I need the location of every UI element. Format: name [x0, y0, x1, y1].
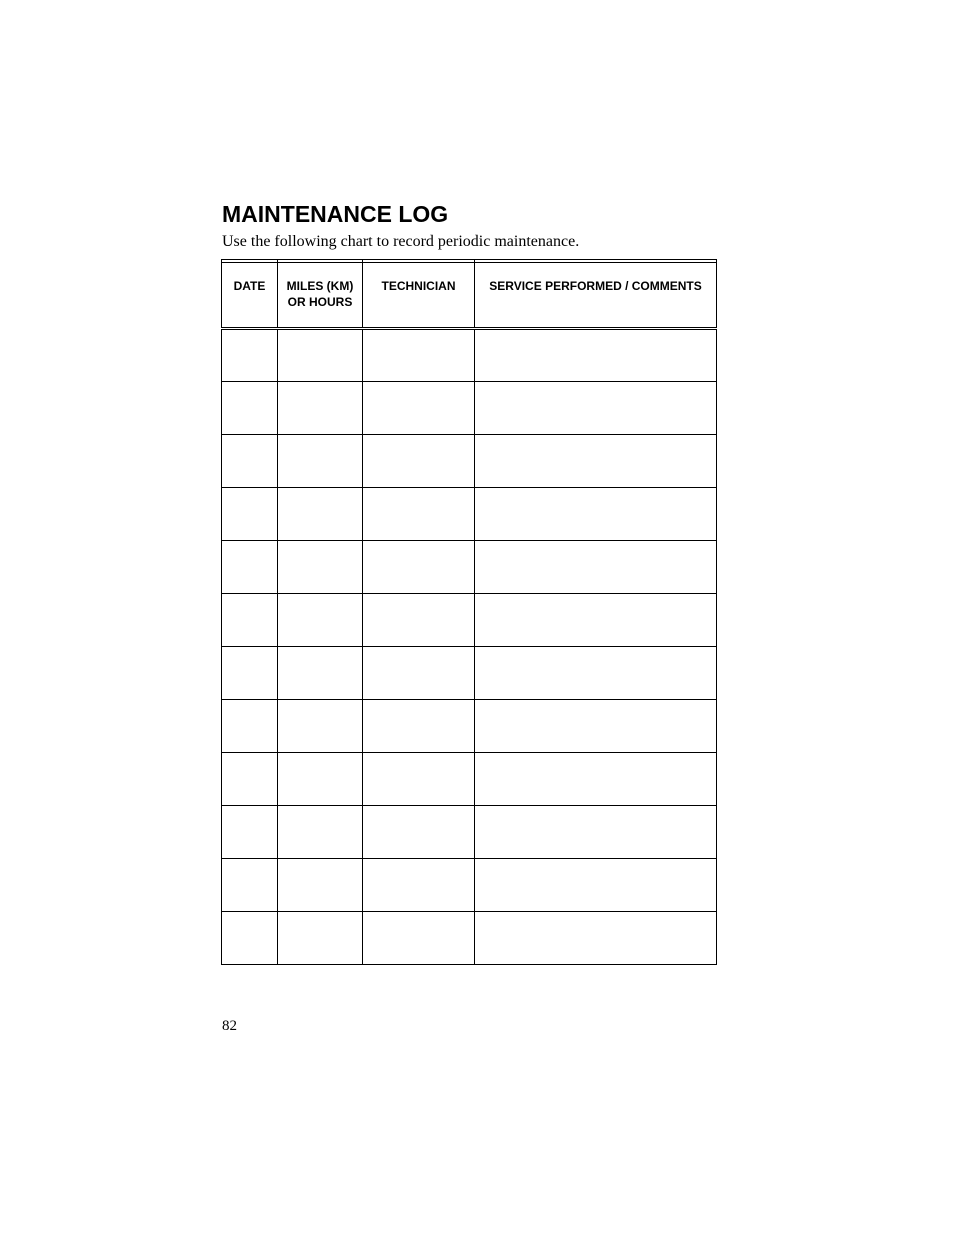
cell-technician	[363, 382, 475, 435]
cell-service	[475, 382, 717, 435]
header-miles-line1: MILES (KM)	[286, 279, 354, 293]
cell-date	[222, 753, 278, 806]
cell-miles	[278, 912, 363, 965]
cell-miles	[278, 753, 363, 806]
cell-miles	[278, 859, 363, 912]
cell-miles	[278, 329, 363, 382]
header-service-label: SERVICE PERFORMED / COMMENTS	[489, 279, 702, 293]
cell-service	[475, 700, 717, 753]
page-number: 82	[222, 1018, 237, 1034]
table-row	[222, 435, 717, 488]
cell-technician	[363, 912, 475, 965]
page-title: MAINTENANCE LOG	[222, 201, 449, 227]
cell-miles	[278, 488, 363, 541]
cell-technician	[363, 647, 475, 700]
cell-date	[222, 700, 278, 753]
header-date-label: DATE	[233, 279, 266, 293]
cell-service	[475, 753, 717, 806]
cell-miles	[278, 382, 363, 435]
cell-service	[475, 912, 717, 965]
cell-miles	[278, 647, 363, 700]
cell-technician	[363, 329, 475, 382]
cell-technician	[363, 541, 475, 594]
header-service	[475, 260, 717, 329]
cell-miles	[278, 700, 363, 753]
table-row	[222, 594, 717, 647]
cell-service	[475, 859, 717, 912]
table-row	[222, 382, 717, 435]
cell-date	[222, 541, 278, 594]
table-row	[222, 541, 717, 594]
table-row	[222, 912, 717, 965]
maintenance-log-table	[221, 259, 717, 965]
cell-service	[475, 541, 717, 594]
cell-service	[475, 647, 717, 700]
cell-technician	[363, 488, 475, 541]
cell-date	[222, 329, 278, 382]
cell-technician	[363, 700, 475, 753]
table-header-row	[222, 260, 717, 329]
cell-date	[222, 435, 278, 488]
cell-service	[475, 435, 717, 488]
intro-text: Use the following chart to record periodic maintenance.	[222, 233, 580, 250]
cell-date	[222, 594, 278, 647]
cell-miles	[278, 806, 363, 859]
cell-miles	[278, 541, 363, 594]
cell-date	[222, 647, 278, 700]
table-row	[222, 488, 717, 541]
header-miles-line2: OR HOURS	[287, 295, 353, 309]
table-row	[222, 806, 717, 859]
cell-date	[222, 859, 278, 912]
cell-date	[222, 806, 278, 859]
cell-date	[222, 382, 278, 435]
cell-technician	[363, 753, 475, 806]
header-date	[222, 260, 278, 329]
table-row	[222, 329, 717, 382]
cell-miles	[278, 594, 363, 647]
cell-miles	[278, 435, 363, 488]
cell-technician	[363, 594, 475, 647]
header-technician-label: TECHNICIAN	[381, 279, 456, 293]
cell-technician	[363, 859, 475, 912]
table-row	[222, 647, 717, 700]
table-row	[222, 859, 717, 912]
cell-service	[475, 594, 717, 647]
cell-date	[222, 912, 278, 965]
cell-date	[222, 488, 278, 541]
cell-service	[475, 329, 717, 382]
header-miles	[278, 260, 363, 329]
header-technician	[363, 260, 475, 329]
cell-technician	[363, 435, 475, 488]
cell-service	[475, 806, 717, 859]
cell-technician	[363, 806, 475, 859]
table-row	[222, 700, 717, 753]
table-row	[222, 753, 717, 806]
cell-service	[475, 488, 717, 541]
